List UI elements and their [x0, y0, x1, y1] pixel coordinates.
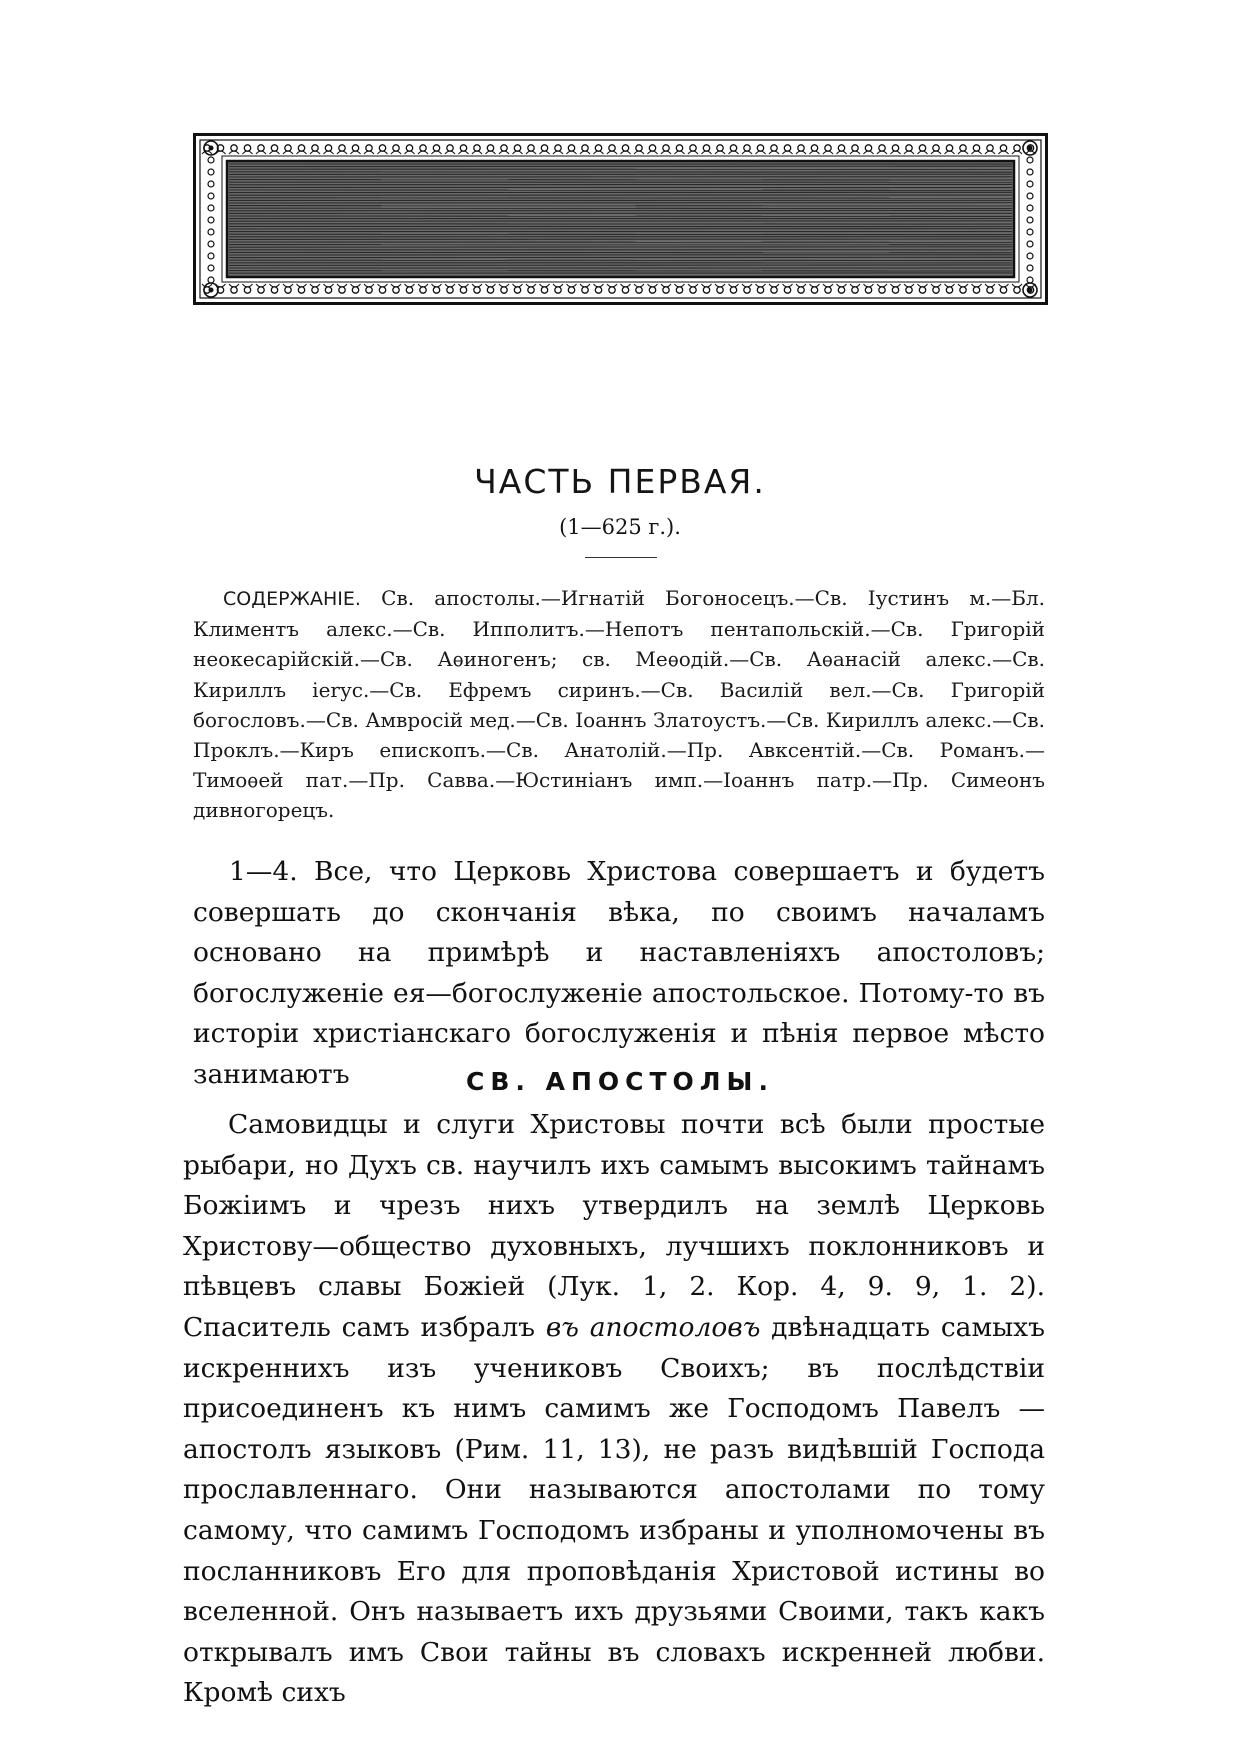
contents-lead: СОДЕРЖАНІЕ. — [223, 588, 361, 610]
ornamental-headpiece — [193, 133, 1048, 305]
paragraph-apostles-part2: двѣнадцать самыхъ искреннихъ изъ учениковъ Своихъ; въ послѣдствіи присоединенъ къ нимъ самимъ же Господомъ Павелъ — апостолъ языковъ (Рим. 11, 13), не разъ видѣвшій Господа прославленнаго. Они называются апостолами по тому самому, что самимъ Господомъ избраны и уполномочены въ посланниковъ Его для проповѣданія Христовой истины во вселенной. Онъ называетъ ихъ друзьями Своими, такъ какъ открывалъ имъ Свои тайны въ словахъ искренней любви. Кромѣ сихъ — [183, 1311, 1045, 1709]
contents-text: Св. апостолы.—Игнатій Богоносецъ.—Св. Іустинъ м.—Бл. Климентъ алекс.—Св. Ипполитъ.—Непотъ пентапольскій.—Св. Григорій неокесарійскій.—Св. Аѳиногенъ; св. Меѳодій.—Св. Аѳанасій алекс.—Св. Кириллъ ierус.—Св. Ефремъ сиринъ.—Св. Василій вел.—Св. Григорій богословъ.—Св. Амвросій мед.—Св. Іоаннъ Златоустъ.—Св. Кириллъ алекс.—Св. Проклъ.—Киръ епископъ.—Св. Анатолій.—Пр. Авксентій.—Св. Романъ.—Тимоѳей пат.—Пр. Савва.—Юстиніанъ имп.—Іоаннъ патр.—Пр. Симеонъ дивногорецъ. — [193, 586, 1045, 823]
contents-summary — [193, 583, 1045, 826]
title-rule — [585, 557, 657, 558]
section-heading: СВ. АПОСТОЛЫ. — [466, 1067, 774, 1096]
paragraph-apostles — [183, 1105, 1045, 1714]
paragraph-apostles-part1: Самовидцы и слуги Христовы почти всѣ были простые рыбари, но Духъ св. научилъ ихъ самымъ высокимъ тайнамъ Божіимъ и чрезъ нихъ утвердилъ на землѣ Церковь Христову—общество духовныхъ, лучшихъ поклонниковъ и пѣвцевъ славы Божіей (Лук. 1, 2. Кор. 4, 9. 9, 1. 2). Спаситель самъ избралъ — [183, 1109, 1045, 1343]
paragraph-apostles-emphasis: въ апостоловъ — [545, 1311, 761, 1343]
part-years: (1—625 г.). — [559, 515, 681, 539]
paragraph-1-4: 1—4. Все, что Церковь Христова совершаетъ и будетъ совершать до скончанія вѣка, по своимъ началамъ основано на примѣрѣ и наставленіяхъ апостоловъ; богослуженіе ея—богослуженіе апостольское. Потому-то въ исторіи христіанскаго богослуженія и пѣнія первое мѣсто занимаютъ — [193, 856, 1045, 1090]
part-title: ЧАСТЬ ПЕРВАЯ. — [474, 462, 766, 501]
